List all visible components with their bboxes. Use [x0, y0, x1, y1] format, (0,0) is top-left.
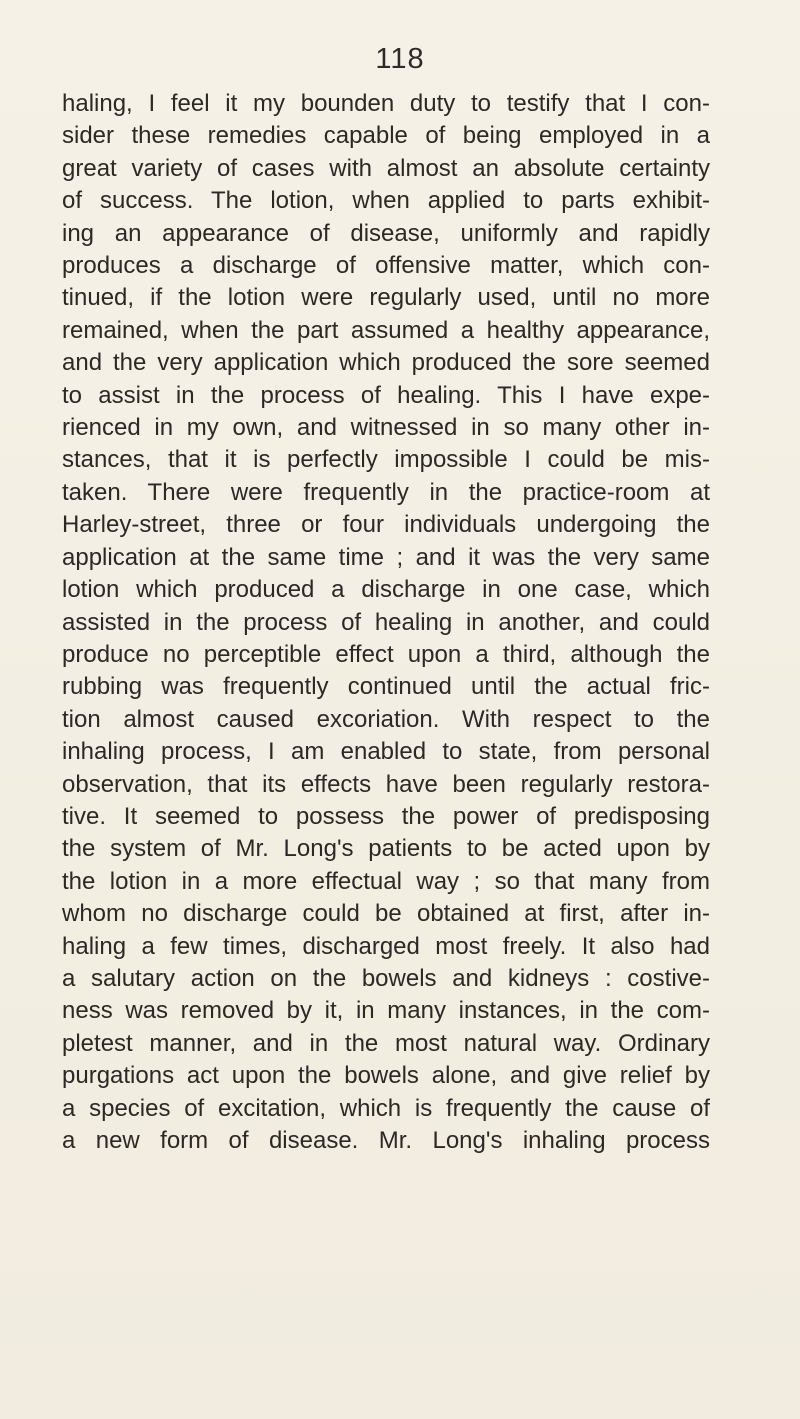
text-line: tinued, if the lotion were regularly used, until no more	[62, 284, 710, 312]
text-line: and the very application which produced the sore seemed	[62, 349, 710, 377]
text-line: of success. The lotion, when applied to parts exhibit-	[62, 187, 710, 215]
text-line: haling a few times, discharged most freely. It also had	[62, 932, 710, 960]
text-line: stances, that it is perfectly impossible I could be mis-	[62, 446, 710, 474]
text-line: rubbing was frequently continued until the actual fric-	[62, 673, 710, 701]
text-line: taken. There were frequently in the practice-room at	[62, 478, 710, 506]
text-line: a species of excitation, which is frequently the cause of	[62, 1094, 710, 1122]
text-line: pletest manner, and in the most natural way. Ordinary	[62, 1029, 710, 1057]
text-line: ness was removed by it, in many instances, in the com-	[62, 997, 710, 1025]
text-line: inhaling process, I am enabled to state, from personal	[62, 738, 710, 766]
text-line: haling, I feel it my bounden duty to testify that I con-	[62, 90, 710, 117]
body-text	[62, 88, 710, 1157]
text-line: lotion which produced a discharge in one case, which	[62, 576, 710, 604]
text-line: application at the same time ; and it was the very same	[62, 543, 710, 571]
text-line: a salutary action on the bowels and kidneys : costive-	[62, 964, 710, 992]
text-line: tive. It seemed to possess the power of predisposing	[62, 802, 710, 830]
text-line: to assist in the process of healing. This I have expe-	[62, 381, 710, 409]
text-line: rienced in my own, and witnessed in so many other in-	[62, 414, 710, 442]
text-line: remained, when the part assumed a healthy appearance,	[62, 316, 710, 344]
page-number: 118	[375, 43, 425, 75]
text-line: Harley-street, three or four individuals undergoing the	[62, 511, 710, 539]
text-line: purgations act upon the bowels alone, and give relief by	[62, 1062, 710, 1090]
text-line: great variety of cases with almost an absolute certainty	[62, 154, 710, 182]
text-line: observation, that its effects have been regularly restora-	[62, 770, 710, 798]
text-line: the system of Mr. Long's patients to be acted upon by	[62, 835, 710, 863]
text-line: ing an appearance of disease, uniformly and rapidly	[62, 219, 710, 247]
text-line: a new form of disease. Mr. Long's inhaling process	[62, 1127, 710, 1154]
text-line: assisted in the process of healing in another, and could	[62, 608, 710, 636]
text-line: the lotion in a more effectual way ; so that many from	[62, 867, 710, 895]
text-line: sider these remedies capable of being employed in a	[62, 122, 710, 150]
text-line: whom no discharge could be obtained at first, after in-	[62, 900, 710, 928]
text-line: tion almost caused excoriation. With respect to the	[62, 705, 710, 733]
text-line: produce no perceptible effect upon a third, although the	[62, 640, 710, 668]
text-line: produces a discharge of offensive matter, which con-	[62, 252, 710, 280]
